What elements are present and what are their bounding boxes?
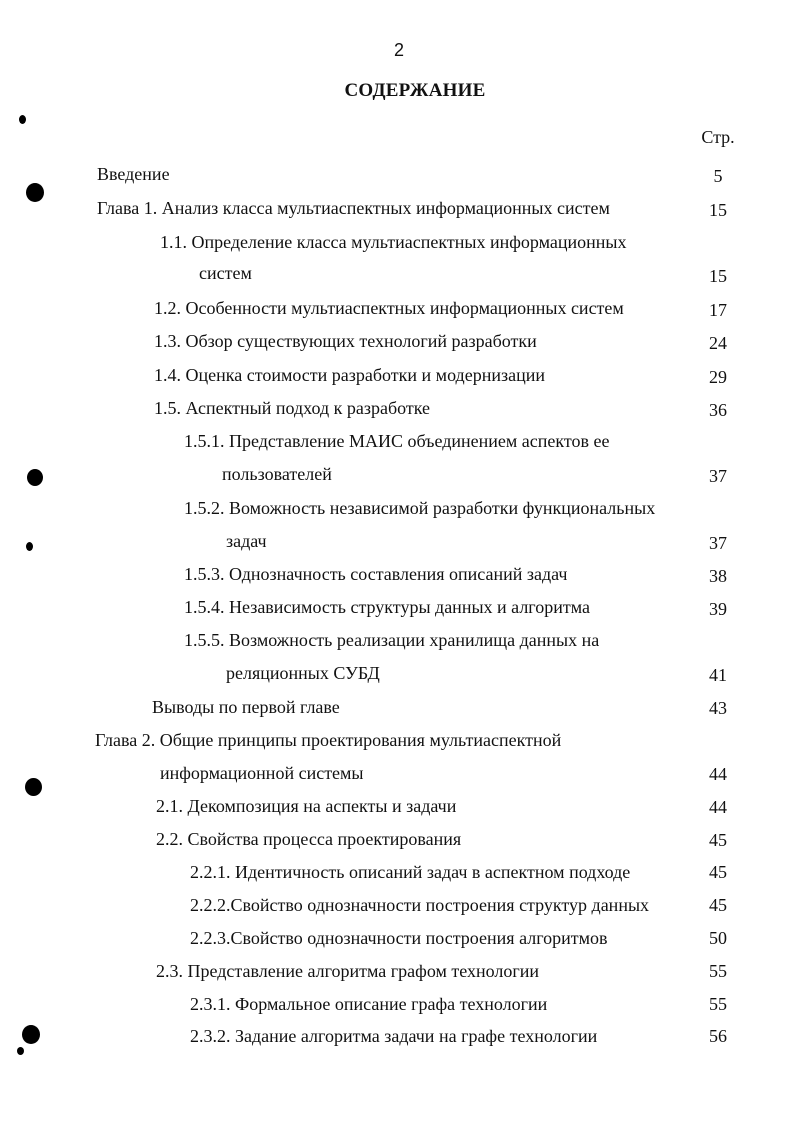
punch-hole-mark [19,115,26,124]
punch-hole-mark [27,469,43,486]
toc-entry-text: 1.4. Оценка стоимости разработки и модернизации [154,365,545,385]
toc-entry-page: 45 [709,895,727,915]
toc-entry-text: 2.3.1. Формальное описание графа технологии [190,994,548,1014]
punch-hole-mark [25,778,42,796]
toc-entry-page: 44 [709,797,727,817]
punch-hole-mark [26,183,44,202]
toc-entry-page: 38 [709,566,727,586]
toc-entry-page: 43 [709,698,727,718]
toc-entry-page: 45 [709,862,727,882]
toc-entry-page: 55 [709,994,727,1014]
toc-entry-continuation: систем [199,263,252,283]
toc-entry-text: 2.2.3.Свойство однозначности построения алгоритмов [190,928,608,948]
toc-entry-text: 1.5.4. Независимость структуры данных и алгоритма [184,597,590,617]
page-title: СОДЕРЖАНИЕ [344,80,486,101]
toc-entry-text: 2.3.2. Задание алгоритма задачи на графе технологии [190,1026,598,1046]
toc-entry-continuation: пользователей [222,464,332,484]
punch-hole-mark [26,542,33,551]
toc-entry-page: 56 [709,1026,727,1046]
toc-entry-text: 2.2.1. Идентичность описаний задач в аспектном подходе [190,862,631,882]
toc-entry-page: 29 [709,367,727,387]
toc-entry-page: 15 [709,266,727,286]
toc-entry-text: 1.2. Особенности мультиаспектных информационных систем [154,298,624,318]
toc-entry-continuation: реляционных СУБД [226,663,380,683]
toc-entry-page: 24 [709,333,727,353]
toc-entry-continuation: задач [226,531,267,551]
toc-entry-text: Глава 1. Анализ класса мультиаспектных информационных систем [97,198,610,218]
punch-hole-mark [22,1025,40,1044]
toc-entry-text: Глава 2. Общие принципы проектирования мультиаспектной [95,730,562,750]
toc-entry-page: 45 [709,830,727,850]
toc-entry-page: 55 [709,961,727,981]
toc-entry-text: 1.5.5. Возможность реализации хранилища данных на [184,630,600,650]
toc-entry-text: Введение [97,164,170,184]
toc-entry-text: 1.3. Обзор существующих технологий разработки [154,331,537,351]
toc-entry-text: 1.5.3. Однозначность составления описаний задач [184,564,568,584]
punch-hole-mark [17,1047,24,1055]
toc-entry-text: 2.2. Свойства процесса проектирования [156,829,462,849]
toc-entry-text: 2.1. Декомпозиция на аспекты и задачи [156,796,457,816]
toc-entry-text: Выводы по первой главе [152,697,340,717]
page-number: 2 [393,40,404,60]
toc-entry-text: 2.3. Представление алгоритма графом технологии [156,961,540,981]
toc-entry-page: 17 [709,300,727,320]
toc-entry-continuation: информационной системы [160,763,364,783]
toc-entry-text: 1.1. Определение класса мультиаспектных информационных [160,232,627,252]
toc-entry-page: 15 [709,200,727,220]
toc-entry-page: 50 [709,928,727,948]
page-column-header: Стр. [701,127,735,147]
toc-entry-text: 1.5. Аспектный подход к разработке [154,398,431,418]
toc-entry-page: 44 [709,764,727,784]
toc-entry-page: 37 [709,533,727,553]
toc-entry-page: 39 [709,599,727,619]
toc-entry-text: 1.5.1. Представление МАИС объединением аспектов ее [184,431,610,451]
toc-entry-page: 37 [709,466,727,486]
toc-entry-page: 41 [709,665,727,685]
toc-entry-page: 5 [713,166,723,186]
toc-entry-text: 1.5.2. Воможность независимой разработки функциональных [184,498,656,518]
toc-entry-page: 36 [709,400,727,420]
toc-entry-text: 2.2.2.Свойство однозначности построения структур данных [190,895,650,915]
